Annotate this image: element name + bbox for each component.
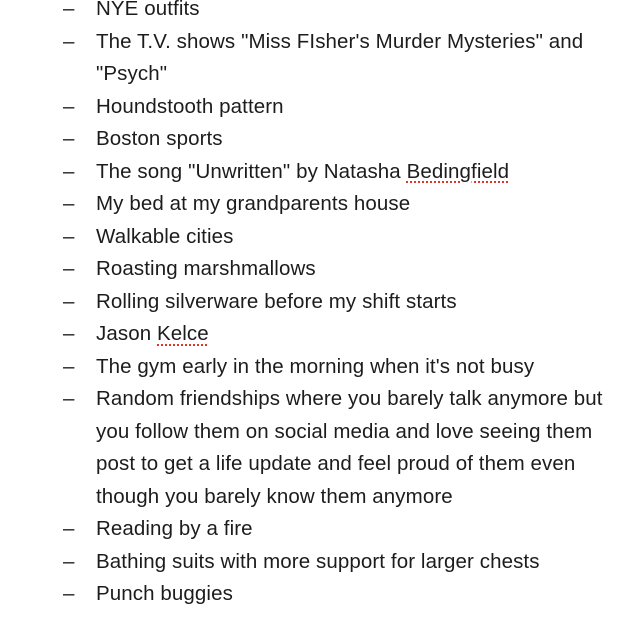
list-item[interactable]: [0, 546, 640, 579]
dash-bullet-icon: –: [63, 159, 75, 183]
text-segment: Reading by a fire: [96, 517, 253, 540]
list-item[interactable]: [0, 578, 640, 611]
dash-bullet-icon: –: [63, 289, 75, 313]
list-item-text[interactable]: [96, 546, 610, 579]
dash-bullet-icon: –: [63, 387, 75, 410]
list-item-text[interactable]: [96, 578, 610, 611]
dash-bullet-icon: –: [63, 354, 75, 378]
list-item[interactable]: [0, 91, 640, 124]
list-item-text[interactable]: [96, 351, 610, 384]
text-segment: Bathing suits with more support for larger chests: [96, 549, 540, 573]
dash-bullet-icon: –: [63, 582, 75, 605]
list-item[interactable]: [0, 0, 640, 26]
dash-bullet-icon: –: [63, 127, 75, 150]
text-segment: Roasting marshmallows: [96, 257, 316, 280]
dash-bullet-icon: –: [63, 192, 75, 215]
list-item-text[interactable]: [96, 26, 610, 91]
spellcheck-flagged-word: Bedingfield: [406, 159, 510, 183]
text-segment: The song "Unwritten" by Natasha: [96, 159, 407, 183]
list-item-text[interactable]: [96, 513, 610, 546]
text-segment: Punch buggies: [96, 582, 233, 605]
list-item[interactable]: [0, 253, 640, 286]
list-item[interactable]: [0, 156, 640, 189]
text-segment: NYE outfits: [96, 0, 200, 20]
text-segment: Rolling silverware before my shift starts: [96, 289, 457, 313]
dash-bullet-icon: –: [63, 0, 75, 20]
list-item-text[interactable]: [96, 383, 610, 513]
list-item-text[interactable]: [96, 286, 610, 319]
list-item[interactable]: [0, 221, 640, 254]
list-item-text[interactable]: [96, 91, 610, 124]
list-item[interactable]: [0, 123, 640, 156]
spellcheck-flagged-word: Kelce: [157, 322, 209, 345]
text-segment: Jason: [96, 322, 157, 345]
dash-bullet-icon: –: [63, 224, 75, 248]
text-segment: Houndstooth pattern: [96, 94, 284, 118]
list-item-text[interactable]: [96, 0, 610, 26]
list-item[interactable]: [0, 318, 640, 351]
list-item-text[interactable]: [96, 188, 610, 221]
dash-bullet-icon: –: [63, 257, 75, 280]
list-item-text[interactable]: [96, 318, 610, 351]
list-item-text[interactable]: [96, 156, 610, 189]
list-item[interactable]: [0, 513, 640, 546]
list-item[interactable]: [0, 188, 640, 221]
list-item[interactable]: [0, 26, 640, 91]
text-segment: Walkable cities: [96, 224, 234, 248]
text-segment: My bed at my grandparents house: [96, 192, 411, 215]
list-item[interactable]: [0, 383, 640, 513]
list-item[interactable]: [0, 351, 640, 384]
text-segment: The gym early in the morning when it's not busy: [96, 354, 535, 378]
list-item[interactable]: [0, 286, 640, 319]
list-item-text[interactable]: [96, 221, 610, 254]
text-segment: Random friendships where you barely talk anymore but you follow them on social media and love seeing them post to get a life update and feel proud of them even though you barely know them anymore: [96, 387, 603, 508]
text-segment: The T.V. shows "Miss FIsher's Murder Mysteries" and "Psych": [96, 29, 584, 85]
dash-bullet-icon: –: [63, 549, 75, 573]
dash-bullet-icon: –: [63, 517, 75, 540]
dash-bullet-icon: –: [63, 29, 75, 53]
text-segment: Boston sports: [96, 127, 223, 150]
dash-bullet-icon: –: [63, 94, 75, 118]
list-item-text[interactable]: [96, 253, 610, 286]
list-item-text[interactable]: [96, 123, 610, 156]
dash-bullet-icon: –: [63, 322, 75, 345]
